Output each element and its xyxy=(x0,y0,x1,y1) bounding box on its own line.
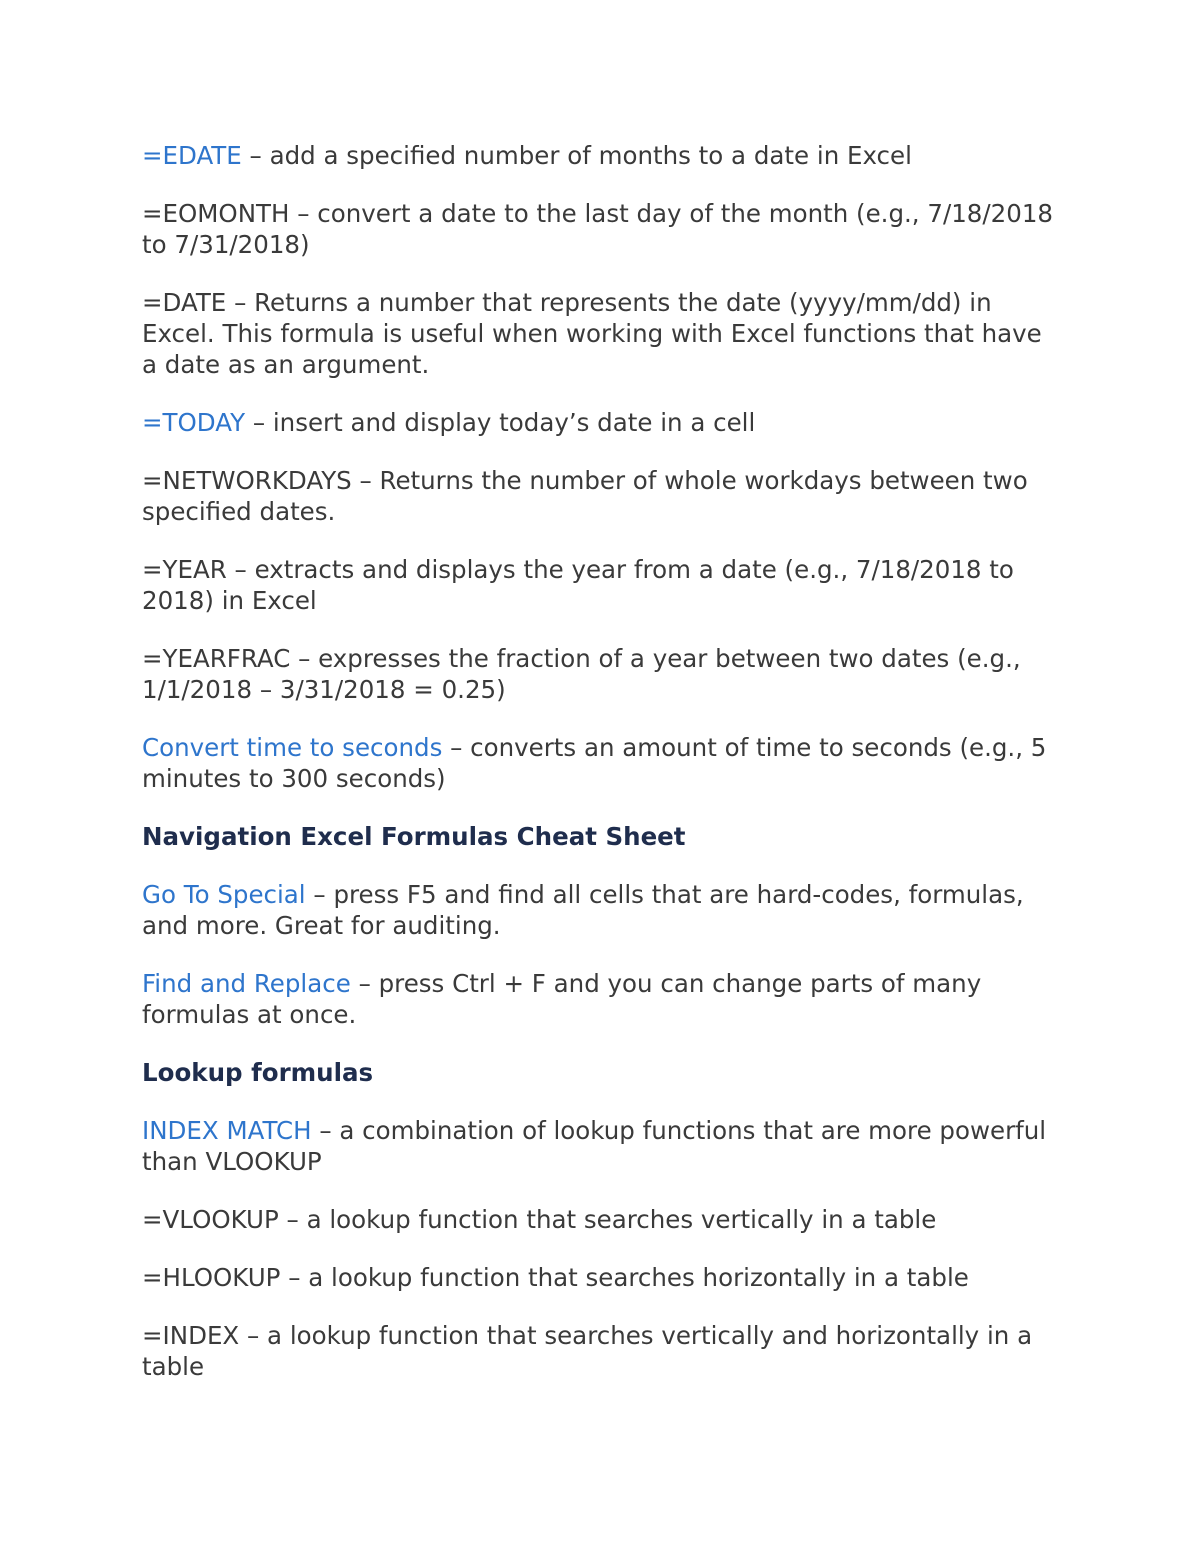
formula-name: =NETWORKDAYS xyxy=(142,466,352,495)
formula-name: =YEAR xyxy=(142,555,227,584)
formula-description: – a lookup function that searches vertically in a table xyxy=(278,1205,937,1234)
formula-description: – Returns a number that represents the date (yyyy/mm/dd) in Excel. This formula is useful when working with Excel functions that have a date as an argument. xyxy=(142,288,1042,379)
formula-description: – extracts and displays the year from a date (e.g., 7/18/2018 to 2018) in Excel xyxy=(142,555,1014,615)
formula-link[interactable]: =TODAY xyxy=(142,408,246,437)
formula-name: =INDEX xyxy=(142,1321,240,1350)
formula-name: =VLOOKUP xyxy=(142,1205,279,1234)
entry-index-match xyxy=(142,1115,1062,1177)
formula-description: – expresses the fraction of a year between two dates (e.g., 1/1/2018 – 3/31/2018 = 0.25) xyxy=(142,644,1021,704)
formula-description: – a lookup function that searches vertically and horizontally in a table xyxy=(142,1321,1033,1381)
formula-name: =YEARFRAC xyxy=(142,644,291,673)
heading-navigation: Navigation Excel Formulas Cheat Sheet xyxy=(142,822,686,851)
formula-description: – Returns the number of whole workdays between two specified dates. xyxy=(142,466,1028,526)
formula-description: – press Ctrl + F and you can change parts of many formulas at once. xyxy=(142,969,982,1029)
formula-name: =HLOOKUP xyxy=(142,1263,281,1292)
formula-name: =DATE xyxy=(142,288,227,317)
entry-today xyxy=(142,407,1062,438)
formula-link[interactable]: INDEX MATCH xyxy=(142,1116,312,1145)
formula-link[interactable]: Go To Special xyxy=(142,880,306,909)
formula-description: – a lookup function that searches horizontally in a table xyxy=(280,1263,969,1292)
entry-eomonth xyxy=(142,198,1062,260)
formula-link[interactable]: Find and Replace xyxy=(142,969,351,998)
entry-convert-time xyxy=(142,732,1062,794)
entry-find-replace xyxy=(142,968,1062,1030)
entry-go-to-special xyxy=(142,879,1062,941)
formula-description: – press F5 and find all cells that are hard-codes, formulas, and more. Great for auditing. xyxy=(142,880,1024,940)
formula-description: – converts an amount of time to seconds (e.g., 5 minutes to 300 seconds) xyxy=(142,733,1047,793)
entry-networkdays xyxy=(142,465,1062,527)
formula-name: =EOMONTH xyxy=(142,199,290,228)
entry-hlookup xyxy=(142,1262,1062,1293)
entry-yearfrac xyxy=(142,643,1062,705)
entry-date xyxy=(142,287,1062,380)
entry-edate xyxy=(142,140,1062,171)
formula-link[interactable]: Convert time to seconds xyxy=(142,733,443,762)
formula-description: – add a specified number of months to a date in Excel xyxy=(241,141,912,170)
formula-description: – convert a date to the last day of the month (e.g., 7/18/2018 to 7/31/2018) xyxy=(142,199,1053,259)
formula-link[interactable]: =EDATE xyxy=(142,141,242,170)
heading-lookup: Lookup formulas xyxy=(142,1058,374,1087)
formula-description: – insert and display today’s date in a cell xyxy=(245,408,756,437)
entry-index xyxy=(142,1320,1062,1382)
entry-vlookup xyxy=(142,1204,1062,1235)
document-body xyxy=(142,140,1062,1409)
entry-year xyxy=(142,554,1062,616)
formula-description: – a combination of lookup functions that are more powerful than VLOOKUP xyxy=(142,1116,1047,1176)
